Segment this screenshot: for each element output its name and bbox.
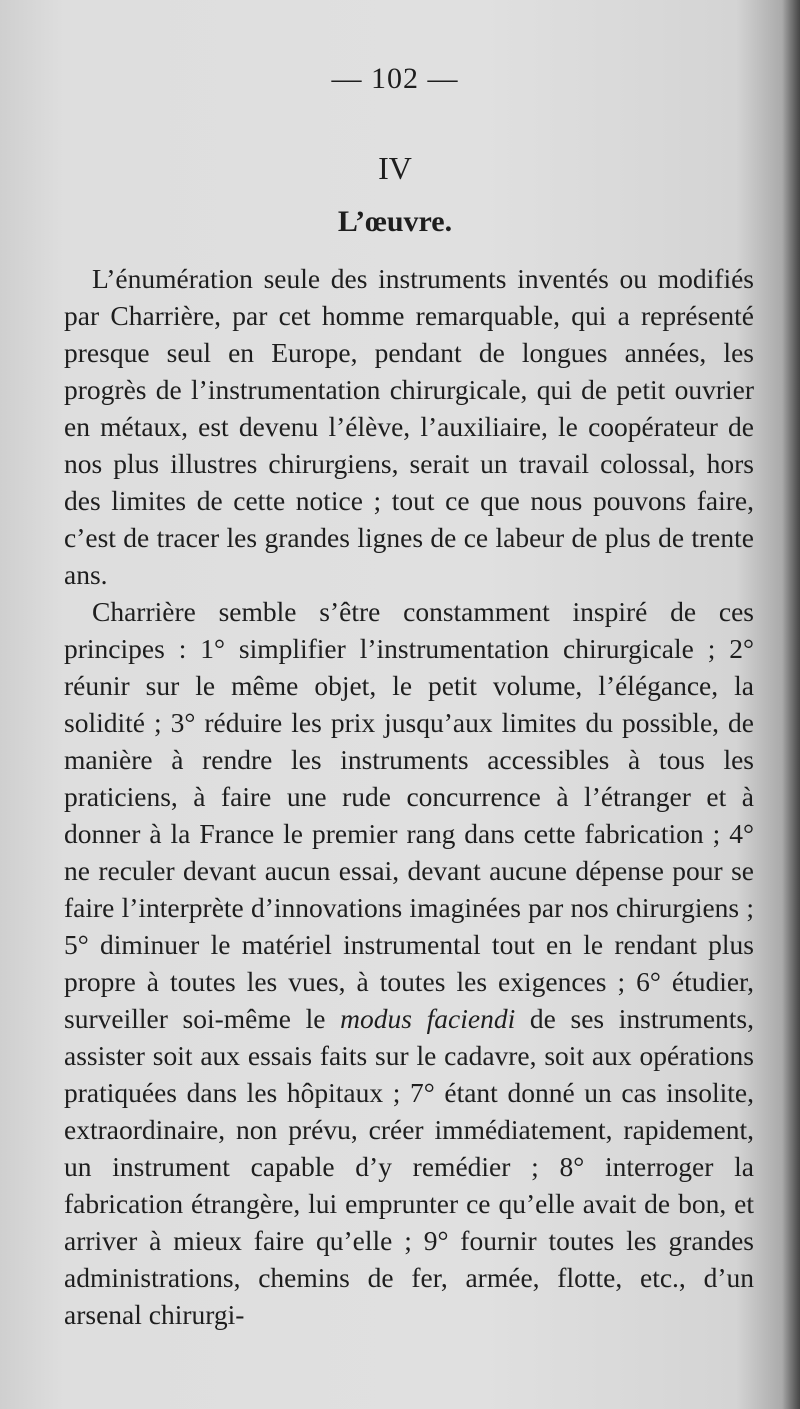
paragraph-2-part-b: de ses instruments, assister soit aux essais faits sur le cadavre, soit aux opérations pratiquées dans les hôpitaux ; 7° étant donné un cas insolite, extraordinaire, non prévu, créer immédiatement, rapidement, un instrument capable d’y remédier ; 8° interroger la fabrication étrangère, lui emprunter ce qu’elle avait de bon, et arriver à mieux faire qu’elle ; 9° fournir toutes les grandes administrations, chemins de fer, armée, flotte, etc., d’un arsenal chirurgi- (64, 1003, 754, 1330)
paragraph-2-part-a: Charrière semble s’être constamment inspiré de ces principes : 1° simplifier l’instrumentation chirurgicale ; 2° réunir sur le même objet, le petit volume, l’élégance, la solidité ; 3° réduire les prix jusqu’aux limites du possible, de manière à rendre les instruments accessibles à tous les praticiens, à faire une rude concurrence à l’étranger et à donner à la France le premier rang dans cette fabrication ; 4° ne reculer devant aucun essai, devant aucune dépense pour se faire l’interprète d’innovations imaginées par nos chirurgiens ; 5° diminuer le matériel instrumental tout en le rendant plus propre à toutes les vues, à toutes les exigences ; 6° étudier, surveiller soi-même le (64, 596, 754, 1034)
paragraph-2-italic-phrase: modus faciendi (340, 1003, 516, 1034)
body-text (64, 260, 754, 1333)
page-number: — 102 — (331, 62, 459, 95)
section-title: L’œuvre. (337, 205, 453, 238)
paragraph-1: L’énumération seule des instruments inventés ou modifiés par Charrière, par cet homme remarquable, qui a représenté presque seul en Europe, pendant de longues années, les progrès de l’instrumentation chirurgicale, qui de petit ouvrier en métaux, est devenu l’élève, l’auxiliaire, le coopérateur de nos plus illustres chirurgiens, serait un travail colossal, hors des limites de cette notice ; tout ce que nous pouvons faire, c’est de tracer les grandes lignes de ce labeur de plus de trente ans. (64, 263, 754, 590)
page-edge-shadow (782, 0, 800, 1409)
paragraph-2 (64, 593, 754, 1333)
section-number: IV (378, 150, 412, 186)
